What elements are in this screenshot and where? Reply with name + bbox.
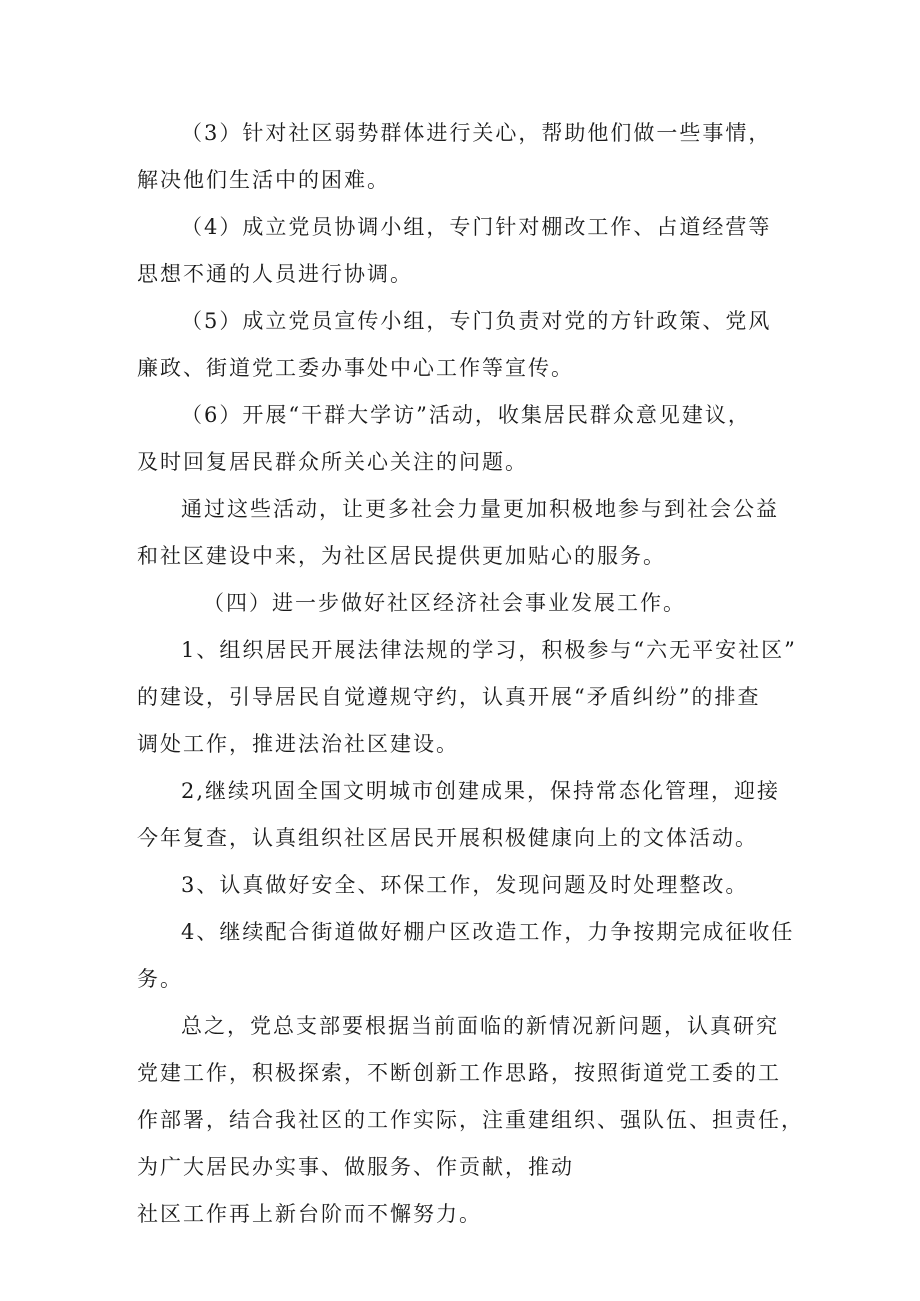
- paragraph-line: 和社区建设中来，为社区居民提供更加贴心的服务。: [137, 544, 666, 568]
- section-heading: （四）进一步做好社区经济社会事业发展工作。: [203, 591, 686, 615]
- document-body: [137, 110, 804, 1238]
- paragraph-line: （4）成立党员协调小组，专门针对棚改工作、占道经营等: [181, 215, 772, 239]
- paragraph-line: 为广大居民办实事、做服务、作贡献，推动: [137, 1155, 574, 1179]
- paragraph-line: 廉政、街道党工委办事处中心工作等宣传。: [137, 356, 574, 380]
- paragraph-line: 及时回复居民群众所关心关注的问题。: [137, 450, 528, 474]
- paragraph-line: 解决他们生活中的困难。: [137, 168, 390, 192]
- paragraph-line: 3、认真做好安全、环保工作，发现问题及时处理整改。: [181, 873, 749, 897]
- paragraph-line: （5）成立党员宣传小组，专门负责对党的方针政策、党风: [181, 309, 772, 333]
- paragraph-line: 4、继续配合街道做好棚户区改造工作，力争按期完成征收任: [181, 920, 795, 944]
- paragraph-line: 思想不通的人员进行协调。: [137, 262, 413, 286]
- paragraph-line: 党建工作，积极探索，不断创新工作思路，按照街道党工委的工: [137, 1061, 781, 1085]
- paragraph-line: 总之，党总支部要根据当前面临的新情况新问题，认真研究: [181, 1014, 779, 1038]
- paragraph-line: 调处工作，推进法治社区建设。: [137, 732, 459, 756]
- paragraph-line: 1、组织居民开展法律法规的学习，积极参与“六无平安社区”: [181, 638, 797, 662]
- paragraph-line: （3）针对社区弱势群体进行关心，帮助他们做一些事情，: [181, 121, 772, 145]
- paragraph-line: 务。: [137, 967, 183, 991]
- paragraph-line: 作部署，结合我社区的工作实际，注重建组织、强队伍、担责任，: [137, 1108, 804, 1132]
- paragraph-line: 2,继续巩固全国文明城市创建成果，保持常态化管理，迎接: [181, 779, 781, 803]
- paragraph-line: 通过这些活动，让更多社会力量更加积极地参与到社会公益: [181, 497, 779, 521]
- paragraph-line: （6）开展“干群大学访”活动，收集居民群众意见建议，: [181, 403, 751, 427]
- paragraph-line: 社区工作再上新台阶而不懈努力。: [137, 1202, 482, 1226]
- paragraph-line: 今年复查，认真组织社区居民开展积极健康向上的文体活动。: [137, 826, 758, 850]
- paragraph-line: 的建设，引导居民自觉遵规守约，认真开展“矛盾纠纷”的排查: [137, 685, 761, 709]
